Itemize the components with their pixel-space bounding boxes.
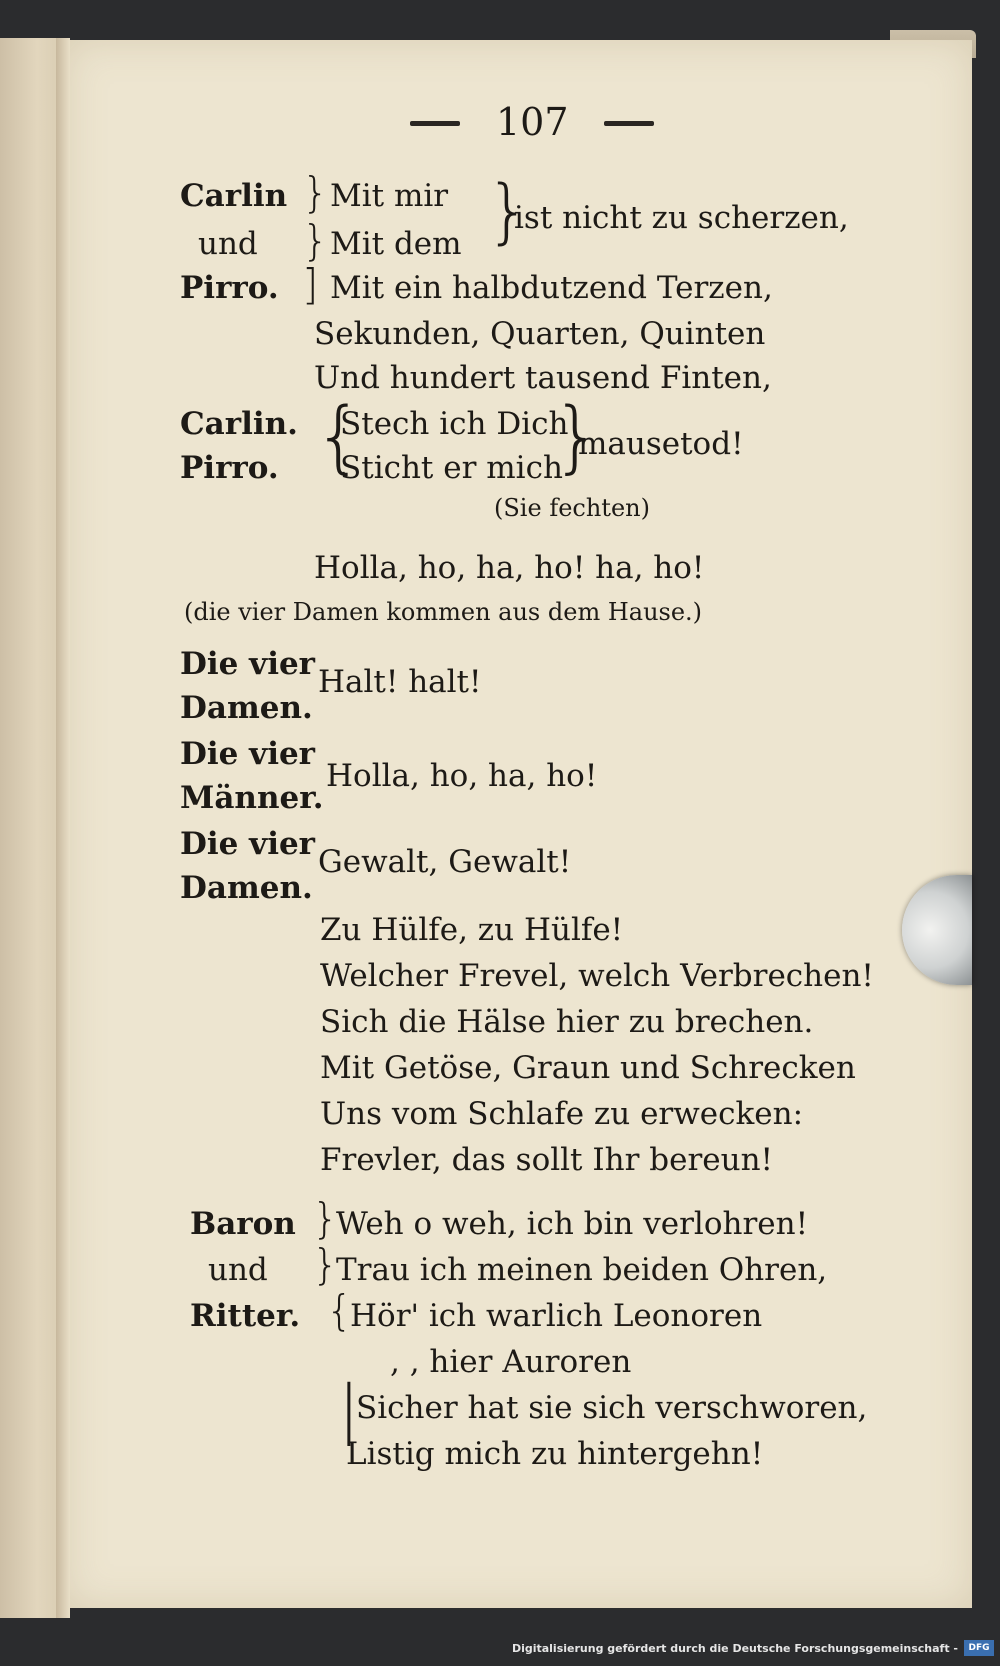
verse-line: Hör' ich warlich Leonoren [350, 1298, 763, 1334]
verse-line: Mit Getöse, Graun und Schrecken [320, 1050, 856, 1086]
verse-line: Halt! halt! [318, 664, 482, 700]
verse-line: Gewalt, Gewalt! [318, 844, 572, 880]
verse-line: Uns vom Schlafe zu erwecken: [320, 1096, 804, 1132]
verse-line: Mit dem [330, 226, 462, 262]
verse-line: Trau ich meinen beiden Ohren, [336, 1252, 828, 1288]
stage-direction: (Sie fechten) [494, 494, 650, 522]
verse-line: , , hier Auroren [390, 1344, 632, 1380]
verse-line: Welcher Frevel, welch Verbrechen! [320, 958, 874, 994]
speaker-die-vier: Die vier [180, 826, 316, 862]
verse-line: Holla, ho, ha, ho! ha, ho! [314, 550, 705, 586]
stage-direction: (die vier Damen kommen aus dem Hause.) [184, 598, 703, 626]
verse-line: Sekunden, Quarten, Quinten [314, 316, 766, 352]
verse-line: Sticht er mich [340, 450, 563, 486]
verse-line: Mit ein halbdutzend Terzen, [330, 270, 773, 306]
brace: { [314, 392, 364, 482]
verse-line: Sich die Hälse hier zu brechen. [320, 1004, 814, 1040]
verse-line: Listig mich zu hintergehn! [346, 1436, 764, 1472]
header-dash-left [410, 121, 460, 126]
book-gutter [56, 38, 70, 1618]
speaker-ritter: Ritter. [190, 1298, 301, 1334]
verse-line: ist nicht zu scherzen, [514, 200, 849, 236]
verse-line: Weh o weh, ich bin verlohren! [336, 1206, 809, 1242]
dfg-logo: DFG [964, 1640, 994, 1656]
speaker-carlin: Carlin. [180, 406, 298, 442]
verse-line: Frevler, das sollt Ihr bereun! [320, 1142, 773, 1178]
speaker-baron: Baron [190, 1206, 296, 1242]
page-number: 107 [496, 100, 569, 144]
brace: ] [302, 260, 319, 309]
brace: } [302, 168, 329, 217]
speaker-die-vier: Die vier [180, 736, 316, 772]
speaker-damen: Damen. [180, 870, 313, 906]
brace: | [338, 1373, 360, 1447]
speaker-pirro: Pirro. [180, 450, 279, 486]
brace: } [312, 1240, 339, 1289]
left-page-edge [0, 38, 62, 1618]
brace: } [302, 216, 329, 265]
verse-line: mausetod! [578, 426, 744, 462]
brace: } [552, 392, 602, 482]
speaker-die-vier: Die vier [180, 646, 316, 682]
verse-line: Zu Hülfe, zu Hülfe! [320, 912, 624, 948]
brace: { [326, 1286, 353, 1335]
speaker-und: und [208, 1252, 268, 1288]
verse-line: Und hundert tausend Finten, [314, 360, 772, 396]
footer-credit: Digitalisierung gefördert durch die Deutsche Forschungsgemeinschaft - [511, 1642, 958, 1655]
brace: } [486, 170, 531, 252]
speaker-pirro: Pirro. [180, 270, 279, 306]
speaker-damen: Damen. [180, 690, 313, 726]
speaker-und: und [198, 226, 258, 262]
speaker-maenner: Männer. [180, 780, 324, 816]
header-dash-right [604, 121, 654, 126]
verse-line: Sicher hat sie sich verschworen, [356, 1390, 868, 1426]
speaker-carlin: Carlin [180, 178, 288, 214]
verse-line: Stech ich Dich [340, 406, 569, 442]
verse-line: Mit mir [330, 178, 449, 214]
brace: } [312, 1194, 339, 1243]
verse-line: Holla, ho, ha, ho! [326, 758, 598, 794]
